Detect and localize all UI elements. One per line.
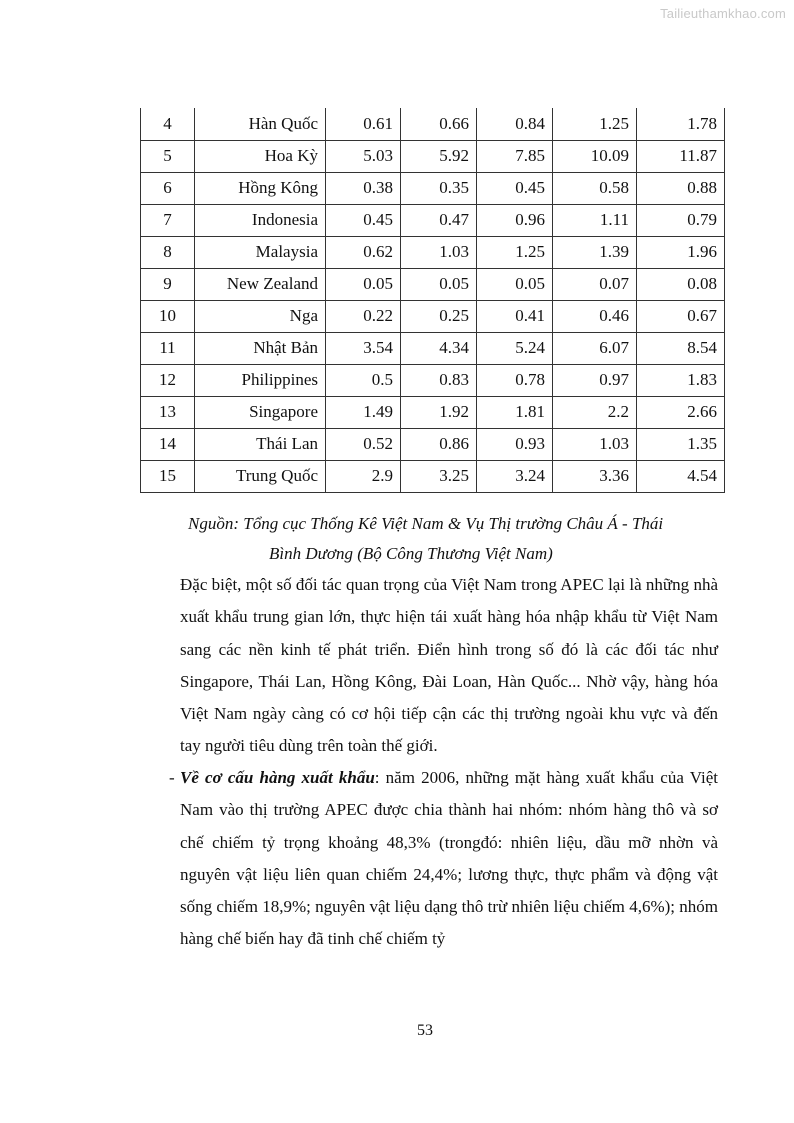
row-index: 8 — [141, 236, 195, 268]
bullet-text: : năm 2006, những mặt hàng xuất khẩu của Việt Nam vào thị trường APEC được chia thành hai nhóm: nhóm hàng thô và sơ chế chiếm tỷ trọng khoảng 48,3% (trongđó: nhiên liệu, dầu mỡ nhờn và nguyên vật liệu liên quan chiếm 24,4%; lương thực, thực phẩm và động vật sống chiếm 18,9%; nguyên vật liệu dạng thô trừ nhiên liệu chiếm 4,6%); nhóm hàng chế biến hay đã tinh chế chiếm tỷ — [180, 768, 718, 949]
row-index: 10 — [141, 300, 195, 332]
value-col-1: 0.38 — [326, 172, 401, 204]
value-col-3: 0.45 — [477, 172, 553, 204]
paragraph-intermediary-exporters: Đặc biệt, một số đối tác quan trọng của Việt Nam trong APEC lại là những nhà xuất khẩu trung gian lớn, thực hiện tái xuất hàng hóa nhập khẩu từ Việt Nam sang các nền kinh tế phát triển. Điển hình trong số đó là các đối tác như Singapore, Thái Lan, Hồng Kông, Đài Loan, Hàn Quốc... Nhờ vậy, hàng hóa Việt Nam ngày càng có cơ hội tiếp cận các thị trường ngoài khu vực và đến tay người tiêu dùng trên toàn thế giới. — [180, 575, 718, 756]
value-col-1: 0.61 — [326, 108, 401, 140]
value-col-5: 0.67 — [637, 300, 725, 332]
value-col-4: 1.39 — [553, 236, 637, 268]
row-index: 9 — [141, 268, 195, 300]
value-col-1: 0.22 — [326, 300, 401, 332]
value-col-1: 1.49 — [326, 396, 401, 428]
table-row — [141, 204, 725, 236]
value-col-5: 1.78 — [637, 108, 725, 140]
table-body — [141, 108, 725, 492]
value-col-1: 0.5 — [326, 364, 401, 396]
value-col-2: 4.34 — [401, 332, 477, 364]
value-col-4: 3.36 — [553, 460, 637, 492]
source-line-1: Nguồn: Tổng cục Thống Kê Việt Nam & Vụ Thị trường Châu Á - Thái — [188, 514, 664, 533]
value-col-5: 11.87 — [637, 140, 725, 172]
value-col-5: 2.66 — [637, 396, 725, 428]
value-col-4: 1.11 — [553, 204, 637, 236]
value-col-1: 0.05 — [326, 268, 401, 300]
value-col-5: 0.88 — [637, 172, 725, 204]
value-col-1: 2.9 — [326, 460, 401, 492]
value-col-4: 0.46 — [553, 300, 637, 332]
value-col-4: 1.03 — [553, 428, 637, 460]
row-index: 6 — [141, 172, 195, 204]
value-col-3: 0.84 — [477, 108, 553, 140]
value-col-2: 0.83 — [401, 364, 477, 396]
value-col-1: 0.52 — [326, 428, 401, 460]
country-name: Hàn Quốc — [195, 108, 326, 140]
value-col-5: 1.35 — [637, 428, 725, 460]
bullet-dash: - — [169, 768, 175, 787]
value-col-4: 2.2 — [553, 396, 637, 428]
country-name: Nhật Bản — [195, 332, 326, 364]
value-col-3: 3.24 — [477, 460, 553, 492]
table-row — [141, 332, 725, 364]
value-col-3: 0.05 — [477, 268, 553, 300]
country-name: Indonesia — [195, 204, 326, 236]
table-row — [141, 236, 725, 268]
row-index: 14 — [141, 428, 195, 460]
table-row — [141, 460, 725, 492]
value-col-5: 0.79 — [637, 204, 725, 236]
value-col-2: 5.92 — [401, 140, 477, 172]
paragraph-export-structure — [180, 762, 718, 956]
value-col-4: 6.07 — [553, 332, 637, 364]
value-col-2: 0.47 — [401, 204, 477, 236]
value-col-4: 0.58 — [553, 172, 637, 204]
value-col-3: 1.81 — [477, 396, 553, 428]
row-index: 15 — [141, 460, 195, 492]
value-col-3: 0.96 — [477, 204, 553, 236]
value-col-1: 3.54 — [326, 332, 401, 364]
row-index: 5 — [141, 140, 195, 172]
export-table — [140, 108, 725, 493]
value-col-5: 1.96 — [637, 236, 725, 268]
table-row — [141, 172, 725, 204]
value-col-2: 0.86 — [401, 428, 477, 460]
value-col-3: 7.85 — [477, 140, 553, 172]
row-index: 7 — [141, 204, 195, 236]
value-col-5: 1.83 — [637, 364, 725, 396]
table-row — [141, 140, 725, 172]
country-name: Trung Quốc — [195, 460, 326, 492]
country-name: Singapore — [195, 396, 326, 428]
table-row — [141, 108, 725, 140]
country-name: Hoa Kỳ — [195, 140, 326, 172]
value-col-3: 5.24 — [477, 332, 553, 364]
value-col-2: 0.66 — [401, 108, 477, 140]
row-index: 4 — [141, 108, 195, 140]
row-index: 11 — [141, 332, 195, 364]
table-row — [141, 396, 725, 428]
value-col-3: 0.41 — [477, 300, 553, 332]
value-col-4: 10.09 — [553, 140, 637, 172]
value-col-4: 0.07 — [553, 268, 637, 300]
value-col-5: 4.54 — [637, 460, 725, 492]
value-col-2: 1.03 — [401, 236, 477, 268]
source-line-2: Bình Dương (Bộ Công Thương Việt Nam) — [269, 544, 553, 563]
table-row — [141, 364, 725, 396]
table-row — [141, 428, 725, 460]
row-index: 13 — [141, 396, 195, 428]
value-col-2: 0.25 — [401, 300, 477, 332]
watermark: Tailieuthamkhao.com — [660, 6, 786, 21]
value-col-1: 5.03 — [326, 140, 401, 172]
country-name: Malaysia — [195, 236, 326, 268]
value-col-2: 0.05 — [401, 268, 477, 300]
country-name: Philippines — [195, 364, 326, 396]
value-col-4: 0.97 — [553, 364, 637, 396]
value-col-5: 0.08 — [637, 268, 725, 300]
value-col-2: 3.25 — [401, 460, 477, 492]
value-col-1: 0.45 — [326, 204, 401, 236]
value-col-3: 1.25 — [477, 236, 553, 268]
table-row — [141, 268, 725, 300]
value-col-2: 0.35 — [401, 172, 477, 204]
country-name: New Zealand — [195, 268, 326, 300]
value-col-1: 0.62 — [326, 236, 401, 268]
row-index: 12 — [141, 364, 195, 396]
country-name: Hồng Kông — [195, 172, 326, 204]
value-col-5: 8.54 — [637, 332, 725, 364]
country-name: Thái Lan — [195, 428, 326, 460]
bullet-heading: Về cơ cấu hàng xuất khẩu — [180, 768, 375, 787]
value-col-3: 0.78 — [477, 364, 553, 396]
page-number: 53 — [417, 1022, 433, 1039]
value-col-4: 1.25 — [553, 108, 637, 140]
country-name: Nga — [195, 300, 326, 332]
table-row — [141, 300, 725, 332]
value-col-2: 1.92 — [401, 396, 477, 428]
value-col-3: 0.93 — [477, 428, 553, 460]
